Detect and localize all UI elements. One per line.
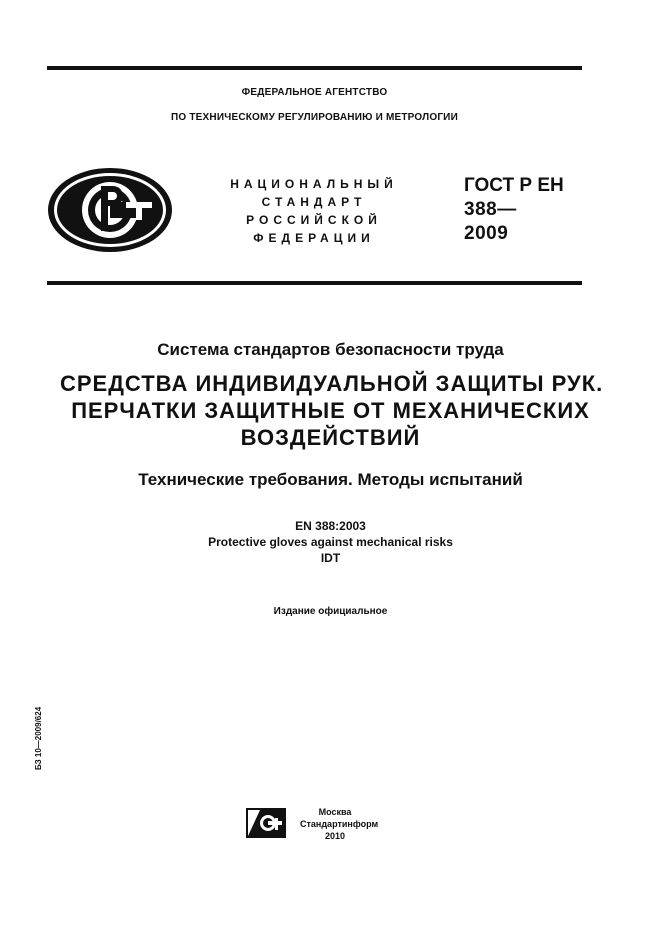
en-title: Protective gloves against mechanical risks	[208, 535, 453, 549]
agency-line-1: ФЕДЕРАЛЬНОЕ АГЕНТСТВО	[241, 87, 388, 98]
top-rule	[47, 66, 582, 70]
rst-certification-logo-icon	[46, 166, 174, 254]
publisher-city: Москва	[318, 807, 352, 817]
national-line-1: НАЦИОНАЛЬНЫЙ	[230, 177, 398, 191]
idt-label: IDT	[320, 551, 341, 565]
document-subtitle: Технические требования. Методы испытаний	[138, 470, 523, 489]
en-code: EN 388:2003	[295, 519, 366, 533]
standartinform-logo-icon	[246, 806, 286, 838]
gost-line-1: ГОСТ Р ЕН	[464, 175, 564, 196]
side-note: БЗ 10—2009/624	[34, 706, 43, 770]
document-title	[60, 370, 604, 451]
gost-line-2: 388—	[464, 199, 517, 220]
publisher-year: 2010	[324, 831, 346, 841]
national-line-4: ФЕДЕРАЦИИ	[253, 231, 375, 245]
agency-line-2: ПО ТЕХНИЧЕСКОМУ РЕГУЛИРОВАНИЮ И МЕТРОЛОГИИ	[171, 112, 458, 123]
title-line-3: ВОЗДЕЙСТВИЙ	[240, 425, 421, 450]
middle-rule	[47, 281, 582, 285]
publisher-name: Стандартинформ	[300, 819, 379, 829]
national-line-2: СТАНДАРТ	[261, 195, 367, 209]
edition-label: Издание официальное	[273, 606, 388, 617]
gost-number	[464, 174, 564, 246]
system-line: Система стандартов безопасности труда	[157, 340, 504, 359]
en-reference	[0, 518, 661, 566]
gost-line-3: 2009	[464, 223, 509, 244]
title-line-2: ПЕРЧАТКИ ЗАЩИТНЫЕ ОТ МЕХАНИЧЕСКИХ	[71, 398, 590, 423]
national-standard-label	[200, 175, 428, 247]
national-line-3: РОССИЙСКОЙ	[246, 213, 382, 227]
publisher-block	[300, 806, 379, 842]
title-line-1: СРЕДСТВА ИНДИВИДУАЛЬНОЙ ЗАЩИТЫ РУК.	[60, 371, 604, 396]
